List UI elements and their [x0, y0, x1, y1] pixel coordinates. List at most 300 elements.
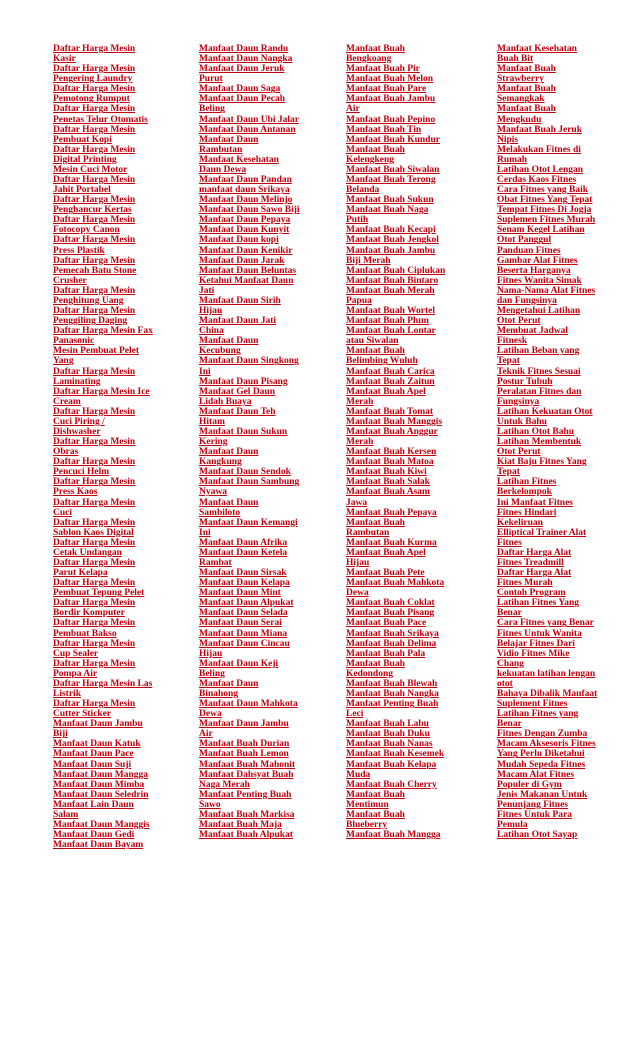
link-line[interactable]: Manfaat Daun Teh — [199, 406, 276, 417]
link-line[interactable]: Mesin Cuci Motor — [53, 164, 128, 175]
link-line[interactable]: Penggiling Daging — [53, 316, 128, 327]
link-line[interactable]: Manfaat Buah Pala — [346, 648, 426, 659]
link-line[interactable]: Manfaat Buah Jengkol — [346, 235, 439, 246]
link-line[interactable]: Cup Sealer — [53, 648, 99, 659]
link-line[interactable]: Cerdas Kaos Fitnes — [497, 175, 577, 186]
link-line[interactable]: Manfaat Daun Sirih — [199, 295, 281, 306]
link-line[interactable]: Manfaat Buah Labu — [346, 719, 429, 730]
link-line[interactable]: Manfaat Buah — [497, 64, 556, 75]
link-line[interactable]: Obat Fitnes Yang Tepat — [497, 195, 593, 206]
link-line[interactable]: Cetak Undangan — [53, 547, 122, 558]
link-line[interactable]: Daftar Harga Mesin — [53, 578, 136, 589]
link-line[interactable]: Latihan Fitnes yang — [497, 709, 579, 720]
link-line[interactable]: Manfaat Daun Kunyit — [199, 225, 290, 236]
link-line[interactable]: Manfaat Buah Blewah — [346, 678, 438, 689]
link-line[interactable]: Sambiloto — [199, 507, 241, 518]
link-line[interactable]: Manfaat Buah Pete — [346, 568, 425, 579]
link-line[interactable]: Kering — [199, 437, 228, 448]
link-line[interactable]: Manfaat Buah Jambu — [346, 245, 436, 256]
link-line[interactable]: Gambar Alat Fitnes — [497, 255, 578, 266]
link-line[interactable]: Putih — [346, 215, 369, 226]
link-line[interactable]: Jenis Makanan Untuk — [497, 789, 588, 800]
link-line[interactable]: Cream — [53, 396, 81, 407]
link-line[interactable]: Manfaat Buah Jeruk — [497, 124, 582, 135]
link-line[interactable]: China — [199, 326, 224, 337]
link-line[interactable]: Fitnes Wanita Simak — [497, 275, 582, 286]
link-line[interactable]: Pencuci Helm — [53, 467, 110, 478]
link-line[interactable]: Manfaat Daun kopi — [199, 235, 279, 246]
link-line[interactable]: Mengkudu — [497, 114, 542, 125]
link-line[interactable]: Melakukan Fitnes di — [497, 144, 581, 155]
link-line[interactable]: Manfaat Penting Buah — [199, 789, 292, 800]
link-line[interactable]: Manfaat Buah Pepaya — [346, 507, 437, 518]
link-line[interactable]: Manfaat Buah — [346, 346, 405, 357]
link-line[interactable]: Jati — [199, 285, 215, 296]
link-line[interactable]: Manfaat Buah — [346, 144, 405, 155]
link-line[interactable]: Binahong — [199, 689, 239, 699]
link-line[interactable]: Listrik — [53, 689, 81, 699]
link-line[interactable]: Daftar Harga Mesin — [53, 84, 136, 95]
link-line[interactable]: Yang Perlu Diketahui — [497, 749, 585, 760]
link-line[interactable]: Rambutan — [346, 527, 390, 538]
link-line[interactable]: Mengetahui Latihan — [497, 306, 581, 317]
link-line[interactable]: Manfaat Buah Anggur — [346, 426, 438, 437]
link-line[interactable]: Manfaat Daun Suji — [53, 759, 132, 770]
link-line[interactable]: Purut — [199, 74, 223, 85]
link-line[interactable]: Sablon Kaos Digital — [53, 527, 134, 538]
link-line[interactable]: Manfaat Buah Markisa — [199, 809, 295, 820]
link-line[interactable]: Papua — [346, 295, 372, 306]
link-line[interactable]: Hijau — [199, 306, 223, 317]
link-line[interactable]: Fitnes Murah — [497, 578, 553, 589]
link-line[interactable]: Yang — [53, 356, 74, 367]
link-line[interactable]: Rambutan — [199, 144, 243, 155]
link-line[interactable]: Cara Fitnes yang Benar — [497, 618, 594, 629]
link-line[interactable]: Manfaat Buah Sukun — [346, 195, 434, 206]
link-line[interactable]: Manfaat Daun Cincau — [199, 638, 290, 649]
link-line[interactable]: Kasir — [53, 54, 76, 65]
link-line[interactable]: Nipis — [497, 134, 519, 145]
link-line[interactable]: Tepat — [497, 467, 520, 478]
link-line[interactable]: Mentimun — [346, 799, 389, 810]
link-line[interactable]: Fitnes Untuk Para — [497, 809, 572, 820]
link-line[interactable]: Kecubung — [199, 346, 241, 357]
link-line[interactable]: Chang — [497, 658, 524, 669]
link-line[interactable]: Manfaat Daun Manggis — [53, 820, 150, 831]
link-line[interactable]: Leci — [346, 709, 364, 720]
link-line[interactable]: Beling — [199, 104, 225, 115]
link-line[interactable]: otot — [497, 678, 513, 689]
link-line[interactable]: Manfaat Daun Antanan — [199, 124, 296, 135]
link-line[interactable]: Manfaat Daun Ubi Jalar — [199, 114, 300, 125]
link-line[interactable]: Manfaat Daun Mahkota — [199, 699, 298, 710]
link-line[interactable]: Manfaat Daun Seledrin — [53, 789, 149, 800]
link-line[interactable]: Daftar Harga Alat — [497, 568, 572, 579]
link-line[interactable]: Manfaat Daun Kenikir — [199, 245, 293, 256]
link-line[interactable]: Manfaat Buah Zaitun — [346, 376, 435, 387]
link-line[interactable]: Obras — [53, 447, 79, 458]
link-line[interactable]: Daftar Harga Mesin — [53, 406, 136, 417]
link-line[interactable]: Daftar Harga Mesin — [53, 366, 136, 377]
link-line[interactable]: Daftar Harga Mesin — [53, 618, 136, 629]
link-line[interactable]: Membuat Jadwal — [497, 326, 568, 337]
link-line[interactable]: Pemecah Batu Stone — [53, 265, 137, 276]
link-line[interactable]: Manfaat Buah Asam — [346, 487, 430, 498]
link-line[interactable]: Pembuat Tepung Pelet — [53, 588, 145, 599]
link-line[interactable]: Manfaat Daun Selada — [199, 608, 288, 619]
link-line[interactable]: Manfaat Daun Jambu — [53, 719, 143, 730]
link-line[interactable]: Ini Manfaat Fitnes — [497, 497, 573, 508]
link-line[interactable]: Manfaat Daun Afrika — [199, 537, 288, 548]
link-line[interactable]: Manfaat Buah Mahkota — [346, 578, 445, 589]
link-line[interactable]: Manfaat Daun Pace — [53, 749, 134, 760]
link-line[interactable]: Kiat Baju Fitnes Yang — [497, 457, 587, 468]
link-line[interactable]: Naga Merah — [199, 779, 250, 790]
link-line[interactable]: Senam Kegel Latihan — [497, 225, 585, 236]
link-line[interactable]: Daftar Harga Mesin — [53, 517, 136, 528]
link-line[interactable]: Manfaat Buah Mahonit — [199, 759, 296, 770]
link-line[interactable]: Fitnes Treadmill — [497, 557, 564, 568]
link-line[interactable]: Daftar Harga Mesin Las — [53, 678, 153, 689]
link-line[interactable]: Manfaat Buah Duku — [346, 729, 430, 740]
link-line[interactable]: Cutter Sticker — [53, 709, 112, 720]
link-line[interactable]: Tempat Fitnes Di Jogja — [497, 205, 592, 216]
link-line[interactable]: Manfaat Buah Durian — [199, 739, 290, 750]
link-line[interactable]: Manfaat Buah Kurma — [346, 537, 437, 548]
link-line[interactable]: atau Siwalan — [346, 336, 399, 347]
link-line[interactable]: Manfaat Buah Maja — [199, 820, 282, 831]
link-line[interactable]: Kedondong — [346, 668, 393, 679]
link-line[interactable]: Otot Panggul — [497, 235, 552, 246]
link-line[interactable]: Manfaat Daun Ketela — [199, 547, 288, 558]
link-line[interactable]: Manfaat Buah Cherry — [346, 779, 437, 790]
link-line[interactable]: Manfaat Buah Kecapi — [346, 225, 436, 236]
link-line[interactable]: Manfaat Buah Alpukat — [199, 830, 293, 841]
link-line[interactable]: dan Fungsinya — [497, 295, 557, 306]
link-line[interactable]: Bahaya Dibalik Manfaat — [497, 689, 598, 699]
link-line[interactable]: Pembuat Bakso — [53, 628, 117, 639]
link-line[interactable]: Manfaat Buah Ciplukan — [346, 265, 446, 276]
link-line[interactable]: Manfaat Buah Lemon — [199, 749, 289, 760]
link-line[interactable]: Manfaat Buah — [346, 809, 405, 820]
link-line[interactable]: Suplement Fitnes — [497, 699, 568, 710]
link-line[interactable]: Berkelompok — [497, 487, 552, 498]
link-line[interactable]: Strawberry — [497, 74, 544, 85]
link-line[interactable]: Manfaat Buah Apel — [346, 386, 426, 397]
link-line[interactable]: Manfaat Buah Mangga — [346, 830, 441, 841]
link-line[interactable]: Hitam — [199, 416, 225, 427]
link-line[interactable]: Manfaat Buah Bintaro — [346, 275, 439, 286]
link-line[interactable]: Dewa — [199, 709, 222, 720]
link-line[interactable]: Teknik Fitnes Sesuai — [497, 366, 581, 377]
link-line[interactable]: Daftar Harga Mesin — [53, 44, 136, 54]
link-line[interactable]: Manfaat Buah Delima — [346, 638, 437, 649]
link-line[interactable]: Latihan Otot Lengan — [497, 164, 584, 175]
link-line[interactable]: kekuatan latihan lengan — [497, 668, 596, 679]
link-line[interactable]: Daftar Harga Mesin — [53, 235, 136, 246]
link-line[interactable]: Hijau — [199, 648, 223, 659]
link-line[interactable]: Daftar Harga Mesin — [53, 64, 136, 75]
link-line[interactable]: Belajar Fitnes Dari — [497, 638, 575, 649]
link-line[interactable]: Beling — [199, 668, 225, 679]
link-line[interactable]: Rambat — [199, 557, 232, 568]
link-line[interactable]: Manfaat Daun Sukun — [199, 426, 288, 437]
link-line[interactable]: Manfaat Buah Kundur — [346, 134, 440, 145]
link-line[interactable]: Manfaat Buah — [346, 658, 405, 669]
link-line[interactable]: Macam Aksesoris Fitnes — [497, 739, 596, 750]
link-line[interactable]: Manfaat Dahsyat Buah — [199, 769, 294, 780]
link-line[interactable]: Manfaat Buah Matoa — [346, 457, 434, 468]
link-line[interactable]: Semangkak — [497, 94, 545, 105]
link-line[interactable]: Manfaat Buah Srikaya — [346, 628, 439, 639]
link-line[interactable]: Manfaat Buah Melon — [346, 74, 434, 85]
link-line[interactable]: Manfaat Daun Pandan — [199, 175, 292, 186]
link-line[interactable]: Manfaat Buah Kiwi — [346, 467, 427, 478]
link-line[interactable]: Manfaat Buah — [497, 84, 556, 95]
link-line[interactable]: Manfaat Daun Melinjo — [199, 195, 293, 206]
link-line[interactable]: Manfaat Buah Naga — [346, 205, 429, 216]
link-line[interactable]: Daftar Harga Mesin — [53, 215, 136, 226]
link-line[interactable]: Manfaat Buah — [497, 104, 556, 115]
link-line[interactable]: Manfaat Buah Apel — [346, 547, 426, 558]
link-line[interactable]: Manfaat Daun Gedi — [53, 830, 135, 841]
link-line[interactable]: Rumah — [497, 154, 528, 165]
link-line[interactable]: Manfaat Daun Alpukat — [199, 598, 294, 609]
link-line[interactable]: Manfaat Buah Kelapa — [346, 759, 437, 770]
link-line[interactable]: Manfaat Buah Plum — [346, 316, 429, 327]
link-line[interactable]: Kangkung — [199, 457, 242, 468]
link-line[interactable]: Manfaat Buah Nanas — [346, 739, 433, 750]
link-line[interactable]: Vidio Fitnes Mike — [497, 648, 570, 659]
link-line[interactable]: Manfaat Buah — [346, 44, 405, 54]
link-line[interactable]: Parut Kelapa — [53, 568, 108, 579]
link-line[interactable]: Daftar Harga Mesin — [53, 598, 136, 609]
link-line[interactable]: Fungsinya — [497, 396, 540, 407]
link-line[interactable]: Pompa Air — [53, 668, 98, 679]
link-line[interactable]: Manfaat Daun Mint — [199, 588, 281, 599]
link-line[interactable]: Cuci — [53, 507, 72, 518]
link-line[interactable]: Fitnes — [497, 537, 522, 548]
link-line[interactable]: Manfaat Daun Jambu — [199, 719, 289, 730]
link-line[interactable]: Pengering Laundry — [53, 74, 133, 85]
link-line[interactable]: Manfaat Daun Pepaya — [199, 215, 291, 226]
link-line[interactable]: Contoh Program — [497, 588, 566, 599]
link-line[interactable]: Daftar Harga Mesin — [53, 477, 136, 488]
link-line[interactable]: Press Kaos — [53, 487, 98, 498]
link-line[interactable]: Manfaat Daun Sendok — [199, 467, 291, 478]
link-line[interactable]: Manfaat Buah Pare — [346, 84, 427, 95]
link-line[interactable]: Daun Dewa — [199, 164, 247, 175]
link-line[interactable]: Penunjang Fitnes — [497, 799, 568, 810]
link-line[interactable]: Digital Printing — [53, 154, 117, 165]
link-line[interactable]: Manfaat Buah Coklat — [346, 598, 435, 609]
link-line[interactable]: Benar — [497, 608, 522, 619]
link-line[interactable]: Latihan Otot Sayap — [497, 830, 578, 841]
link-line[interactable]: Kekeliruan — [497, 517, 543, 528]
link-line[interactable]: Jawa — [346, 497, 368, 508]
link-line[interactable]: Dishwasher — [53, 426, 101, 437]
link-line[interactable]: Manfaat Daun Kemangi — [199, 517, 298, 528]
link-line[interactable]: Fotocopy Canon — [53, 225, 120, 236]
link-line[interactable]: Kelengkeng — [346, 154, 395, 165]
link-line[interactable]: Penghancur Kertas — [53, 205, 132, 216]
link-line[interactable]: Manfaat Daun — [199, 336, 259, 347]
link-line[interactable]: Manfaat Daun Bayam — [53, 840, 144, 851]
link-line[interactable]: Fitnesk — [497, 336, 528, 347]
link-line[interactable]: Manfaat Daun Saga — [199, 84, 281, 95]
link-line[interactable]: Manfaat Daun Sambung — [199, 477, 300, 488]
link-line[interactable]: Manfaat Daun Jati — [199, 316, 277, 327]
link-line[interactable]: Biji — [53, 729, 68, 740]
link-line[interactable]: Hijau — [346, 557, 370, 568]
link-line[interactable]: Manfaat Daun Mangga — [53, 769, 149, 780]
link-line[interactable]: Daftar Harga Mesin — [53, 144, 136, 155]
link-line[interactable]: Salam — [53, 809, 79, 820]
link-line[interactable]: Suplemen Fitnes Murah — [497, 215, 596, 226]
link-line[interactable]: Daftar Harga Mesin — [53, 437, 136, 448]
link-line[interactable]: Daftar Harga Mesin — [53, 457, 136, 468]
link-line[interactable]: Manfaat Daun Serai — [199, 618, 282, 629]
link-line[interactable]: Blueberry — [346, 820, 388, 831]
link-line[interactable]: Manfaat Buah Tomat — [346, 406, 434, 417]
link-line[interactable]: Daftar Harga Mesin Ice — [53, 386, 150, 397]
link-line[interactable]: Manfaat Buah Pir — [346, 64, 420, 75]
link-line[interactable]: Manfaat Gel Daun — [199, 386, 275, 397]
link-line[interactable]: Manfaat Buah Salak — [346, 477, 430, 488]
link-line[interactable]: Manfaat Daun Miana — [199, 628, 288, 639]
link-line[interactable]: Fitnes Untuk Wanita — [497, 628, 582, 639]
link-line[interactable]: Manfaat Daun — [199, 134, 259, 145]
link-line[interactable]: Manfaat Penting Buah — [346, 699, 439, 710]
link-line[interactable]: Daftar Harga Mesin — [53, 699, 136, 710]
link-line[interactable]: Bordir Komputer — [53, 608, 125, 619]
link-line[interactable]: Manfaat Daun — [199, 678, 259, 689]
link-line[interactable]: Latihan Kekuatan Otot — [497, 406, 593, 417]
link-line[interactable]: Manfaat Daun Beluntas — [199, 265, 297, 276]
link-line[interactable]: Daftar Harga Mesin Fax — [53, 326, 153, 337]
link-line[interactable]: Untuk Bahu — [497, 416, 547, 427]
link-line[interactable]: Manfaat Daun Mimba — [53, 779, 145, 790]
link-line[interactable]: Manfaat Daun — [199, 447, 259, 458]
link-line[interactable]: Manfaat Buah Pace — [346, 618, 427, 629]
link-line[interactable]: Manfaat Buah Siwalan — [346, 164, 440, 175]
link-line[interactable]: Ini — [199, 527, 211, 538]
link-line[interactable]: Elliptical Trainer Alat — [497, 527, 587, 538]
link-line[interactable]: Manfaat Daun Nangka — [199, 54, 293, 65]
link-line[interactable]: Manfaat Daun Katuk — [53, 739, 141, 750]
link-line[interactable]: Tepat — [497, 356, 520, 367]
link-line[interactable]: Manfaat Buah Terong — [346, 175, 436, 186]
link-line[interactable]: Manfaat Daun Kelapa — [199, 578, 290, 589]
link-line[interactable]: Manfaat Daun Sawo Biji — [199, 205, 300, 216]
link-line[interactable]: Dewa — [346, 588, 369, 599]
link-line[interactable]: Macam Alat Fitnes — [497, 769, 575, 780]
link-line[interactable]: Populer di Gym — [497, 779, 562, 790]
link-line[interactable]: Laminating — [53, 376, 101, 387]
link-line[interactable]: Sawo — [199, 799, 221, 810]
link-line[interactable]: Manfaat Daun Pecah — [199, 94, 286, 105]
link-line[interactable]: Manfaat Buah Wortel — [346, 306, 436, 317]
link-line[interactable]: Otot Perut — [497, 316, 541, 327]
link-line[interactable]: Manfaat Buah Nangka — [346, 689, 439, 699]
link-line[interactable]: Cuci Piring / — [53, 416, 105, 427]
link-line[interactable]: Muda — [346, 769, 371, 780]
link-line[interactable]: Manfaat Kesehatan — [497, 44, 577, 54]
link-line[interactable]: Manfaat Daun Keji — [199, 658, 279, 669]
link-line[interactable]: Manfaat Buah — [346, 517, 405, 528]
link-line[interactable]: Pemotong Rumput — [53, 94, 130, 105]
link-line[interactable]: Pemula — [497, 820, 528, 831]
link-line[interactable]: Daftar Harga Mesin — [53, 195, 136, 206]
link-line[interactable]: Manfaat Buah Kesemek — [346, 749, 445, 760]
link-line[interactable]: Belimbing Wuluh — [346, 356, 418, 367]
link-line[interactable]: Daftar Harga Mesin — [53, 497, 136, 508]
link-line[interactable]: Manfaat Buah Lontar — [346, 326, 436, 337]
link-line[interactable]: Belanda — [346, 185, 380, 196]
link-line[interactable]: Latihan Otot Bahu — [497, 426, 575, 437]
link-line[interactable]: Latihan Membentuk — [497, 437, 582, 448]
link-line[interactable]: Daftar Harga Alat — [497, 547, 572, 558]
link-line[interactable]: Penetas Telur Otomatis — [53, 114, 148, 125]
link-line[interactable]: Panduan Fitnes — [497, 245, 561, 256]
link-line[interactable]: Panasonic — [53, 336, 95, 347]
link-line[interactable]: Crusher — [53, 275, 87, 286]
link-line[interactable]: Manfaat Buah Carica — [346, 366, 435, 377]
link-line[interactable]: Benar — [497, 719, 522, 730]
link-line[interactable]: Penghitung Uang — [53, 295, 124, 306]
link-line[interactable]: Air — [199, 729, 213, 740]
link-line[interactable]: Daftar Harga Mesin — [53, 255, 136, 266]
link-line[interactable]: Latihan Beban yang — [497, 346, 580, 357]
link-line[interactable]: manfaat daun Srikaya — [199, 185, 290, 196]
link-line[interactable]: Manfaat Buah Pisang — [346, 608, 435, 619]
link-line[interactable]: Daftar Harga Mesin — [53, 638, 136, 649]
link-line[interactable]: Manfaat Buah Manggis — [346, 416, 443, 427]
link-line[interactable]: Nama-Nama Alat Fitnes — [497, 285, 596, 296]
link-line[interactable]: Daftar Harga Mesin — [53, 124, 136, 135]
link-line[interactable]: Manfaat Buah Pepino — [346, 114, 436, 125]
link-line[interactable]: Manfaat Buah Merah — [346, 285, 435, 296]
link-line[interactable]: Manfaat Daun Randu — [199, 44, 289, 54]
link-line[interactable]: Cara Fitnes yang Baik — [497, 185, 589, 196]
link-line[interactable]: Peralatan Fitnes dan — [497, 386, 582, 397]
link-line[interactable]: Fitnes Dengan Zumba — [497, 729, 588, 740]
link-line[interactable]: Pembuat Kopi — [53, 134, 112, 145]
link-line[interactable]: Mesin Pembuat Pelet — [53, 346, 140, 357]
link-line[interactable]: Daftar Harga Mesin — [53, 658, 136, 669]
link-line[interactable]: Ketahui Manfaat Daun — [199, 275, 294, 286]
link-line[interactable]: Manfaat Daun Jeruk — [199, 64, 285, 75]
link-line[interactable]: Daftar Harga Mesin — [53, 306, 136, 317]
link-line[interactable]: Merah — [346, 437, 374, 448]
link-line[interactable]: Manfaat Lain Daun — [53, 799, 134, 810]
link-line[interactable]: Lidah Buaya — [199, 396, 252, 407]
link-line[interactable]: Manfaat Buah Jambu — [346, 94, 436, 105]
link-line[interactable]: Manfaat Daun — [199, 497, 259, 508]
link-line[interactable]: Manfaat Daun Sirsak — [199, 568, 287, 579]
link-line[interactable]: Manfaat Daun Pisang — [199, 376, 288, 387]
link-line[interactable]: Daftar Harga Mesin — [53, 175, 136, 186]
link-line[interactable]: Manfaat Daun Jarak — [199, 255, 285, 266]
link-line[interactable]: Press Plastik — [53, 245, 105, 256]
link-line[interactable]: Otot Perut — [497, 447, 541, 458]
link-line[interactable]: Daftar Harga Mesin — [53, 104, 136, 115]
link-line[interactable]: Merah — [346, 396, 374, 407]
link-line[interactable]: Air — [346, 104, 360, 115]
link-line[interactable]: Ini — [199, 366, 211, 377]
link-line[interactable]: Beserta Harganya — [497, 265, 571, 276]
link-line[interactable]: Daftar Harga Mesin — [53, 557, 136, 568]
